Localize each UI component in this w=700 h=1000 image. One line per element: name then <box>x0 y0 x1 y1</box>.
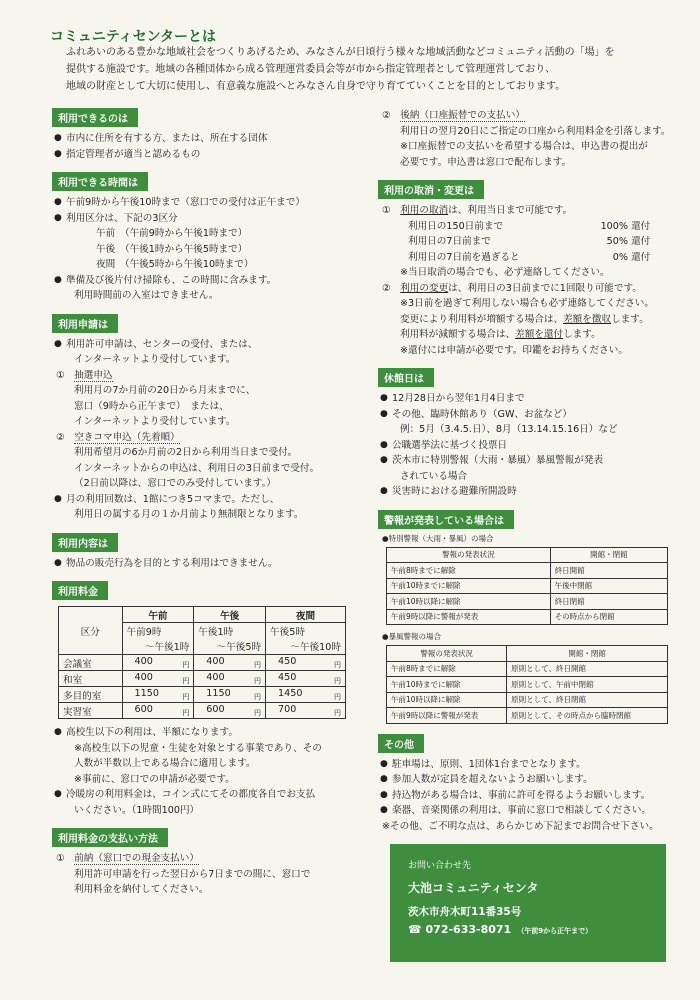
item-text: インターネットからの申込は、利用日の3日前まで受付。 <box>74 462 320 474</box>
period-from: 午後5時 <box>266 623 346 639</box>
table-cell: 午前9時以降に警報が発表 <box>387 609 551 625</box>
item-text: 利用日の翌月20日にご指定の口座から利用料金を引落します。 <box>400 125 671 137</box>
intro-text <box>66 44 666 95</box>
section-warnings <box>378 510 678 724</box>
text-part: します。 <box>611 313 649 325</box>
table-row <box>59 607 346 623</box>
price-value: 400 <box>134 671 153 683</box>
refund-label: 還付 <box>631 236 651 247</box>
column-header: 警報の発表状況 <box>387 547 551 563</box>
yen-unit: 円 <box>182 660 190 669</box>
room-name: 多目的室 <box>59 687 123 703</box>
period-to: ～午後5時 <box>194 639 266 655</box>
price-value: 450 <box>278 655 297 667</box>
price-cell <box>122 703 194 719</box>
table-header-row <box>387 646 668 662</box>
time-slot <box>52 226 357 242</box>
numbered-item <box>378 281 678 297</box>
time-slot <box>52 257 357 273</box>
note: ※当日取消の場合でも、必ず連絡してください。 <box>400 267 610 278</box>
intro-line: 提供する施設です。地域の各種団体から成る管理運営委員会等が市から指定管理者として管理運営しており、 <box>66 64 556 75</box>
section-heading: 利用内容は <box>52 533 118 552</box>
refund-label: 還付 <box>631 251 651 263</box>
center-name: 大池コミュニティセンタ <box>408 881 539 895</box>
phone-number[interactable]: ☎ 072-633-8071 <box>408 923 512 936</box>
refund-label: 還付 <box>631 220 651 232</box>
period-to: ～午後10時 <box>266 639 346 655</box>
price-cell <box>266 655 346 671</box>
table-row <box>387 661 668 677</box>
text-emphasis: 差額を徴収 <box>563 313 612 325</box>
list-item: ● 指定管理者が適当と認めるもの <box>52 147 357 163</box>
price-value: 400 <box>134 655 153 667</box>
table-row <box>387 594 668 610</box>
item-text <box>378 327 678 343</box>
list-item: ● 冷暖房の利用料金は、コイン式にてその都度各自でお支払 <box>52 787 357 803</box>
refund-rate: 50% <box>606 236 628 247</box>
phone-hours: （午前9から正午まで） <box>517 927 593 935</box>
list-item: ● 駐車場は、原則、1団体1台までとなります。 <box>378 757 678 773</box>
numbered-item <box>52 430 357 446</box>
table-row <box>387 692 668 708</box>
refund-row <box>378 234 678 250</box>
note: 人数が半数以上である場合に適用します。 <box>74 758 256 769</box>
room-name: 和室 <box>59 671 123 687</box>
note: 必要です。申込書は窓口で配布します。 <box>400 156 572 168</box>
section-heading: 利用料金の支払い方法 <box>52 828 168 847</box>
yen-unit: 円 <box>254 692 262 701</box>
item-text <box>378 312 678 328</box>
list-item-cont: インターネットより受付しています。 <box>74 354 236 365</box>
section-heading: 利用の取消・変更は <box>378 180 484 199</box>
table-cell: 午前8時までに解除 <box>387 563 551 579</box>
item-title: 利用の変更 <box>400 282 449 294</box>
note: ※事前に、窓口での申請が必要です。 <box>74 773 235 785</box>
refund-when: 利用日の150日前まで <box>408 220 504 232</box>
period-from: 午前9時 <box>122 623 194 639</box>
yen-unit: 円 <box>182 708 190 717</box>
item-title: 空きコマ申込（先着順） <box>74 431 180 443</box>
list-item-cont: されている場合 <box>400 470 468 482</box>
text-emphasis: 差額を還付 <box>515 329 564 340</box>
numbered-item <box>378 108 678 124</box>
room-name: 実習室 <box>59 703 123 719</box>
section-apply <box>52 314 357 523</box>
table-cell: その時点から閉館 <box>550 609 667 625</box>
list-item: ● 午前9時から午後10時まで（窓口での受付は正午まで） <box>52 195 357 211</box>
contact-box <box>390 844 666 962</box>
section-other <box>378 734 678 963</box>
refund-when: 利用日の7日前を過ぎると <box>408 251 520 263</box>
column-header: 開館・閉館 <box>507 646 668 662</box>
list-item: ● 利用区分は、下記の3区分 <box>52 211 357 227</box>
numbered-item <box>378 203 678 219</box>
table-cell: 原則として、午前中閉館 <box>507 677 668 693</box>
item-number: ① <box>56 369 65 381</box>
room-name: 会議室 <box>59 655 123 671</box>
table-cell: 午後中閉館 <box>550 578 667 594</box>
section-heading: その他 <box>378 734 424 753</box>
yen-unit: 円 <box>334 708 341 717</box>
price-cell <box>122 671 194 687</box>
refund-row <box>378 219 678 235</box>
list-item: ● 楽器、音楽関係の利用は、事前に窓口で相談してください。 <box>378 803 678 819</box>
table-cell: 午前8時までに解除 <box>387 661 507 677</box>
list-item-cont: 利用時間前の入室はできません。 <box>74 290 219 301</box>
yen-unit: 円 <box>334 660 341 669</box>
section-heading: 利用料金 <box>52 581 108 600</box>
period-name: 午前 <box>122 607 194 623</box>
table-caption: ●特別警報（大雨・暴風）の場合 <box>382 533 494 543</box>
yen-unit: 円 <box>182 676 190 685</box>
table-row <box>387 708 668 724</box>
price-cell <box>194 687 266 703</box>
list-item: ● 茨木市に特別警報（大雨・暴風）暴風警報が発表 <box>378 453 678 469</box>
table-row <box>59 671 346 687</box>
price-cell <box>194 703 266 719</box>
item-text: 利用月の7か月前の20日から月末までに、 <box>74 385 256 396</box>
price-value: 400 <box>206 671 225 683</box>
table-cell: 午前10時までに解除 <box>387 578 551 594</box>
list-item: ● 災害時における避難所開設時 <box>378 484 678 500</box>
note: ※口座振替での支払いを希望する場合は、申込書の提出が <box>400 141 648 152</box>
price-value: 400 <box>206 655 225 667</box>
table-cell: 終日開館 <box>550 563 667 579</box>
section-who <box>52 108 357 162</box>
slot-range: （午後5時から午後10時まで） <box>124 259 254 270</box>
section-closed <box>378 368 678 500</box>
item-title: 利用の取消 <box>400 205 449 216</box>
list-item: ● その他、臨時休館あり（GW、お盆など） <box>378 407 678 423</box>
slot-name: 午後 <box>96 243 116 255</box>
item-number: ① <box>56 853 65 864</box>
list-item: ● 利用許可申請は、センターの受付、または、 <box>52 337 357 353</box>
item-text: 窓口（9時から正午まで） または、 <box>74 400 229 412</box>
list-item: ● 市内に住所を有する方、または、所在する団体 <box>52 131 357 147</box>
period-name: 午後 <box>194 607 266 623</box>
intro-line: 地域の財産として大切に使用し、有意義な施設へとみなさん自身で守り育てていくことを目的としております。 <box>66 81 566 92</box>
list-item: ● 持込物がある場合は、事前に許可を得るようお願いします。 <box>378 788 678 804</box>
fee-table <box>58 606 346 719</box>
item-text: 利用許可申請を行った翌日から7日までの間に、窓口で <box>74 868 311 880</box>
yen-unit: 円 <box>254 660 262 669</box>
note: ※還付には申請が必要です。印鑑をお持ちください。 <box>400 344 628 356</box>
section-heading: 利用できる時間は <box>52 172 148 191</box>
section-heading: 利用できるのは <box>52 108 138 127</box>
time-slot <box>52 242 357 258</box>
table-cell: 午前10時以降に解除 <box>387 594 551 610</box>
text-part: 利用料が減額する場合は、 <box>400 329 516 340</box>
left-column <box>52 108 357 908</box>
item-number: ② <box>382 282 391 294</box>
list-item: ● 高校生以下の利用は、半額になります。 <box>52 725 357 741</box>
table-cell: 原則として、その時点から臨時閉館 <box>507 708 668 724</box>
right-column <box>378 108 678 972</box>
table-cell: 原則として、終日開館 <box>507 661 668 677</box>
table-cell: 午前9時以降に警報が発表 <box>387 708 507 724</box>
note: ※高校生以下の児童・生徒を対象とする事業であり、その <box>74 742 322 754</box>
list-item: ● 参加人数が定員を超えないようお願いします。 <box>378 772 678 788</box>
item-number: ② <box>56 431 65 443</box>
price-cell <box>194 655 266 671</box>
list-item: ● 12月28日から翌年1月4日まで <box>378 391 678 407</box>
refund-when: 利用日の7日前まで <box>408 236 491 247</box>
price-cell <box>122 655 194 671</box>
list-item-cont: 利用日の属する月の１か月前より無制限となります。 <box>74 509 304 520</box>
table-cell: 終日閉館 <box>550 594 667 610</box>
note: ※3日前を過ぎて利用しない場合も必ず連絡してください。 <box>400 298 654 309</box>
page-title: コミュニティセンターとは <box>50 29 217 45</box>
price-value: 1450 <box>278 687 303 699</box>
price-cell <box>266 671 346 687</box>
item-text: インターネットより受付しています。 <box>74 416 236 427</box>
item-title: 抽選申込 <box>74 369 113 381</box>
special-warning-table <box>386 547 668 626</box>
table-row <box>387 609 668 625</box>
section-hours <box>52 172 357 304</box>
price-value: 450 <box>278 671 297 683</box>
item-title: 後納（口座振替での支払い） <box>400 110 525 121</box>
slot-name: 午前 <box>96 228 116 239</box>
table-row <box>59 655 346 671</box>
slot-range: （午後1時から午後5時まで） <box>124 243 248 255</box>
price-value: 600 <box>134 703 153 715</box>
refund-row <box>378 250 678 266</box>
section-heading: 利用申請は <box>52 314 118 333</box>
list-item-cont: 例：5月（3.4.5.日）、8月（13.14.15.16日）など <box>400 424 618 435</box>
item-text: （2日前以降は、窓口でのみ受付しています。） <box>74 478 277 489</box>
table-row <box>59 703 346 719</box>
item-text: は、利用日の3日前までに1回限り可能です。 <box>448 282 642 294</box>
item-title: 前納（窓口での現金支払い） <box>74 853 199 864</box>
table-cell: 原則として、終日閉館 <box>507 692 668 708</box>
yen-unit: 円 <box>254 676 262 685</box>
text-part: します。 <box>563 329 601 340</box>
item-number: ① <box>382 205 391 216</box>
section-heading: 休館日は <box>378 368 434 387</box>
item-text: は、利用当日まで可能です。 <box>448 205 573 216</box>
price-value: 1150 <box>206 687 231 699</box>
list-item: ● 月の利用回数は、1館につき5コマまで。ただし、 <box>52 492 357 508</box>
list-item: ● 準備及び後片付け掃除も、この時間に含みます。 <box>52 273 357 289</box>
column-header: 開館・閉館 <box>550 547 667 563</box>
period-from: 午後1時 <box>194 623 266 639</box>
section-payment <box>52 828 357 898</box>
yen-unit: 円 <box>254 708 262 717</box>
price-value: 700 <box>278 703 297 715</box>
phone-line <box>408 923 648 936</box>
table-row <box>387 578 668 594</box>
list-item: ● 公職選挙法に基づく投票日 <box>378 438 678 454</box>
section-fees <box>52 581 357 818</box>
section-payment-cont <box>378 108 678 170</box>
table-header-row <box>387 547 668 563</box>
price-value: 600 <box>206 703 225 715</box>
period-to: ～午後1時 <box>122 639 194 655</box>
table-row <box>387 677 668 693</box>
numbered-item <box>52 851 357 867</box>
slot-name: 夜間 <box>96 259 116 270</box>
price-cell <box>266 687 346 703</box>
price-cell <box>122 687 194 703</box>
refund-rate: 100% <box>600 220 628 232</box>
table-cell: 午前10時以降に解除 <box>387 692 507 708</box>
list-item: ● 物品の販売行為を目的とする利用はできません。 <box>52 556 357 572</box>
item-number: ② <box>382 110 391 121</box>
section-cancel <box>378 180 678 358</box>
item-text: 利用料金を納付してください。 <box>74 884 209 895</box>
table-row <box>59 687 346 703</box>
price-cell <box>194 671 266 687</box>
intro-line: ふれあいのある豊かな地域社会をつくりあげるため、みなさんが日頃行う様々な地域活動などコミュニティ活動の「場」を <box>66 47 615 58</box>
period-name: 夜間 <box>266 607 346 623</box>
yen-unit: 円 <box>334 676 341 685</box>
table-row <box>387 563 668 579</box>
table-cell: 午前10時までに解除 <box>387 677 507 693</box>
refund-rate: 0% <box>612 251 628 263</box>
yen-unit: 円 <box>182 692 190 701</box>
section-heading: 警報が発表している場合は <box>378 510 514 529</box>
item-text: 利用希望月の6か月前の2日から利用当日まで受付。 <box>74 447 298 458</box>
list-item-cont: いください。（1時間100円） <box>74 804 200 816</box>
numbered-item <box>52 368 357 384</box>
center-address: 茨木市舟木町11番35号 <box>408 906 522 918</box>
yen-unit: 円 <box>334 692 341 701</box>
section-content <box>52 533 357 572</box>
price-value: 1150 <box>134 687 159 699</box>
price-cell <box>266 703 346 719</box>
column-header: 警報の発表状況 <box>387 646 507 662</box>
contact-label: お問い合わせ先 <box>408 861 472 871</box>
note: ※その他、ご不明な点は、あらかじめ下記までお問合せ下さい。 <box>382 820 659 832</box>
table-caption: ●暴風警報の場合 <box>382 632 442 641</box>
storm-warning-table <box>386 645 668 724</box>
category-header: 区分 <box>59 607 123 655</box>
slot-range: （午前9時から午後1時まで） <box>124 228 248 239</box>
text-part: 変更により利用料が増額する場合は、 <box>400 313 564 325</box>
